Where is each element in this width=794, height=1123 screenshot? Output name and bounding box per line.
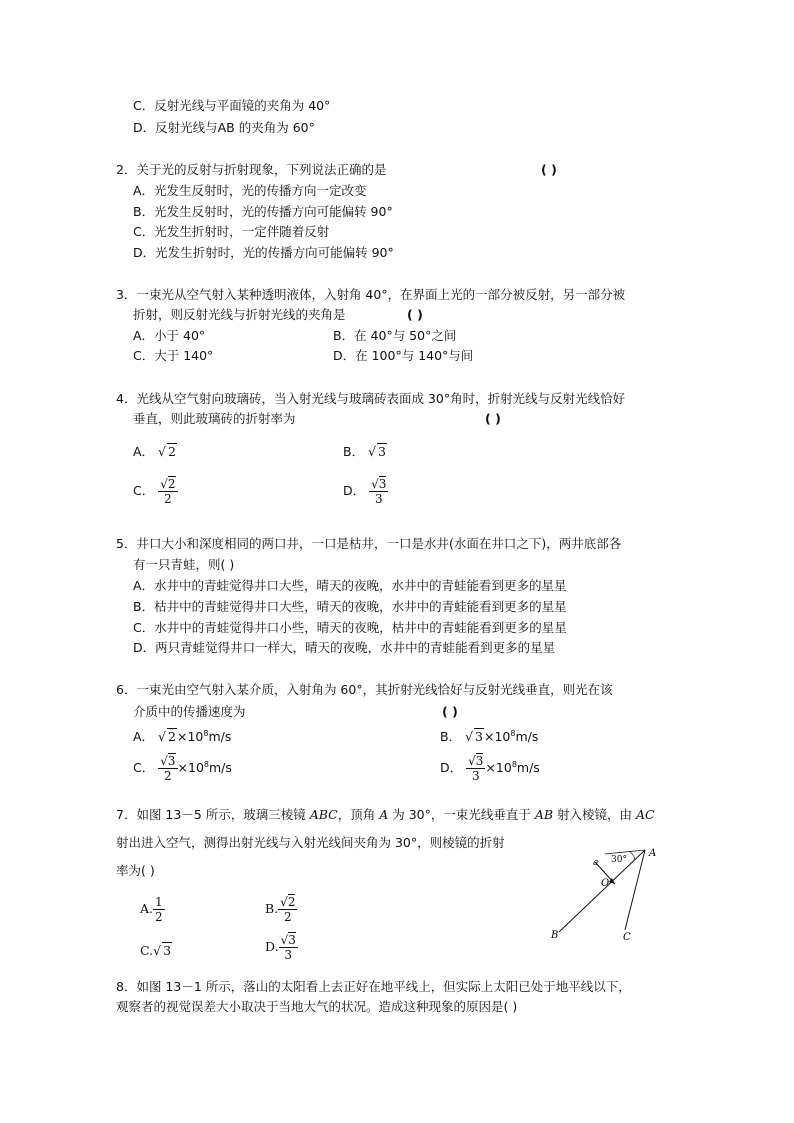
q5-stem-line2: 有一只青蛙，则( ) (133, 557, 235, 572)
q5-option-c: C．水井中的青蛙觉得井口小些，晴天的夜晚，枯井中的青蛙能看到更多的星星 (133, 620, 567, 635)
q7-ac: AC (636, 807, 655, 822)
q6-option-a-exp: 8 (203, 729, 209, 738)
q7-text-1: 7．如图 13－5 所示，玻璃三棱镜 (116, 807, 310, 822)
q6-option-b-times: ×10 (483, 729, 511, 745)
prism-edge-ab (559, 850, 645, 932)
q3-option-b: B．在 40°与 50°之间 (333, 328, 457, 343)
sqrt-symbol: √ 3 (465, 729, 483, 745)
point-o-label: O (601, 878, 610, 889)
q6-option-d (440, 748, 540, 785)
q6-option-c-exp: 8 (203, 760, 209, 769)
sqrt-symbol: √ 3 (368, 444, 386, 459)
q7-option-a-numerator: 1 (155, 895, 163, 909)
q6-option-b (440, 726, 538, 745)
q7-option-b-fraction: $\frac{√2}{2}$ (280, 895, 296, 924)
q6-option-c-denominator: 2 (164, 769, 172, 784)
q6-option-c-label: C． (133, 760, 155, 776)
q4-option-c-fraction: $\frac{√2}{2}$ (160, 477, 176, 506)
q4-option-c-numerator: 2 (167, 477, 176, 491)
ray-a-label: a (593, 858, 599, 868)
q7-stem-line1 (116, 807, 655, 823)
q6-option-d-exp: 8 (511, 760, 517, 769)
q4-option-b-radicand: 3 (378, 444, 386, 459)
q7-text-4: 射入棱镜，由 (553, 807, 637, 822)
q7-option-a-label: A. (140, 901, 154, 916)
q7-option-d-label: D. (265, 939, 279, 954)
q7-option-b-label: B. (265, 901, 279, 916)
q7-abc: ABC (309, 807, 338, 822)
q7-option-d-fraction: $\frac{√3}{3}$ (280, 933, 296, 962)
prism-figure (545, 840, 665, 945)
q6-option-b-label: B． (440, 729, 462, 745)
vertex-c-label: C (623, 932, 631, 943)
q3-option-a: A．小于 40° (133, 328, 206, 343)
q6-stem-line1: 6．一束光由空气射入某介质，入射角为 60°，其折射光线恰好与反射光线垂直，则光在该 (116, 682, 613, 697)
q4-option-c (133, 474, 178, 508)
angle-label: 30° (611, 855, 627, 865)
q6-option-b-radicand: 3 (475, 729, 483, 745)
q6-answer-paren: ( ) (442, 704, 458, 719)
q7-option-b-denominator: 2 (284, 910, 292, 924)
q8-stem-line2: 观察者的视觉误差大小取决于当地大气的状况。造成这种现象的原因是( ) (116, 999, 518, 1014)
q3-option-d: D．在 100°与 140°与间 (333, 348, 474, 363)
q4-option-a-label: A． (133, 444, 155, 459)
q6-option-c-numerator: 3 (167, 754, 176, 769)
q4-answer-paren: ( ) (485, 411, 501, 426)
q6-option-a (133, 726, 231, 745)
q7-text-2: ，顶角 (337, 807, 380, 822)
q6-option-d-unit: m/s (516, 760, 540, 776)
q2-option-c: C．光发生折射时，一定伴随着反射 (133, 224, 330, 239)
q7-option-a (140, 892, 165, 926)
q5-stem-line1: 5．井口大小和深度相同的两口井，一口是枯井，一口是水井(水面在井口之下)，两井底部各 (116, 536, 622, 551)
q6-option-d-label: D． (440, 760, 463, 776)
q7-option-d-numerator: 3 (288, 933, 296, 947)
q7-option-d (265, 930, 298, 964)
q6-option-d-denominator: 3 (471, 769, 480, 784)
q7-option-d-denominator: 3 (284, 948, 293, 962)
q7-a: A (379, 807, 389, 822)
q7-option-a-fraction (153, 895, 165, 924)
q6-option-c-unit: m/s (209, 760, 232, 776)
q6-option-a-times: ×10 (176, 729, 204, 745)
q6-option-d-times: ×10 (485, 760, 512, 776)
q4-option-d (343, 474, 388, 508)
q4-option-c-denominator: 2 (164, 492, 172, 506)
q7-option-a-denominator: 2 (155, 910, 163, 924)
q7-stem-line3: 率为( ) (116, 863, 155, 878)
q4-stem-line2: 垂直，则此玻璃砖的折射率为 (133, 411, 296, 426)
q6-option-c (133, 748, 232, 785)
q3-stem-line2: 折射，则反射光线与折射光线的夹角是 (133, 307, 346, 322)
q4-option-d-fraction: $\frac{√3}{3}$ (371, 477, 387, 506)
q7-text-3: 为 30°，一束光线垂直于 (388, 807, 535, 822)
q4-option-d-label: D． (343, 483, 366, 498)
q6-option-d-fraction: $\frac{√3}{3}$ (468, 754, 484, 784)
q6-option-c-times: ×10 (177, 760, 204, 776)
q4-option-a-radicand: 2 (168, 444, 176, 459)
q7-option-b (265, 892, 297, 926)
q4-option-a (133, 443, 177, 460)
q6-option-d-numerator: 3 (475, 754, 484, 769)
q6-option-b-exp: 8 (510, 729, 516, 738)
q4-stem-line1: 4．光线从空气射向玻璃砖，当入射光线与玻璃砖表面成 30°角时，折射光线与反射光线恰好 (116, 391, 626, 406)
q7-ab: AB (534, 807, 554, 822)
q7-option-b-numerator: 2 (287, 895, 296, 909)
q6-option-c-fraction: $\frac{√3}{2}$ (160, 754, 176, 784)
q2-stem: 2．关于光的反射与折射现象，下列说法正确的是 (116, 162, 387, 177)
q6-option-a-label: A． (133, 729, 155, 745)
q7-option-c (140, 942, 172, 959)
vertex-a-label: A (649, 848, 657, 859)
q6-option-a-unit: m/s (208, 729, 232, 745)
q4-option-c-label: C． (133, 483, 155, 498)
q8-stem-line1: 8．如图 13－1 所示，落山的太阳看上去正好在地平线上，但实际上太阳已处于地平线以下， (116, 979, 631, 994)
q7-option-c-radicand: 3 (163, 943, 172, 958)
q7-option-c-label: C. (140, 943, 154, 958)
sqrt-symbol: √ 3 (153, 943, 172, 958)
sqrt-symbol: √ 2 (158, 444, 176, 459)
q5-option-d: D．两只青蛙觉得井口一样大，晴天的夜晚，水井中的青蛙能看到更多的星星 (133, 640, 556, 655)
q4-option-b-label: B． (343, 444, 365, 459)
q4-option-d-denominator: 3 (374, 492, 383, 506)
q3-stem-line1: 3．一束光从空气射入某种透明液体，入射角 40°，在界面上光的一部分被反射，另一部分被 (116, 287, 626, 302)
q6-option-b-unit: m/s (515, 729, 539, 745)
q3-answer-paren: ( ) (407, 307, 423, 322)
q5-option-b: B．枯井中的青蛙觉得井口大些，晴天的夜晚，水井中的青蛙能看到更多的星星 (133, 599, 567, 614)
q2-option-b: B．光发生反射时，光的传播方向可能偏转 90° (133, 204, 393, 219)
q2-option-a: A．光发生反射时，光的传播方向一定改变 (133, 183, 367, 198)
prism-edge-ac (625, 850, 645, 930)
q6-stem-line2: 介质中的传播速度为 (133, 704, 246, 719)
vertex-b-label: B (551, 930, 559, 941)
q5-option-a: A．水井中的青蛙觉得井口大些，晴天的夜晚，水井中的青蛙能看到更多的星星 (133, 578, 567, 593)
q1-option-d: D．反射光线与AB 的夹角为 60° (133, 120, 315, 135)
q1-option-c: C．反射光线与平面镜的夹角为 40° (133, 98, 331, 113)
q3-option-c: C．大于 140° (133, 348, 214, 363)
q7-stem-line2: 射出进入空气，测得出射光线与入射光线间夹角为 30°，则棱镜的折射 (116, 835, 505, 850)
q4-option-d-numerator: 3 (378, 477, 387, 491)
incident-ray (605, 850, 645, 854)
q2-option-d: D．光发生折射时，光的传播方向可能偏转 90° (133, 245, 394, 260)
q6-option-a-radicand: 2 (168, 729, 176, 745)
angle-arc (629, 851, 635, 860)
sqrt-symbol: √ 2 (158, 729, 176, 745)
q2-answer-paren: ( ) (541, 162, 557, 177)
q4-option-b (343, 443, 387, 460)
